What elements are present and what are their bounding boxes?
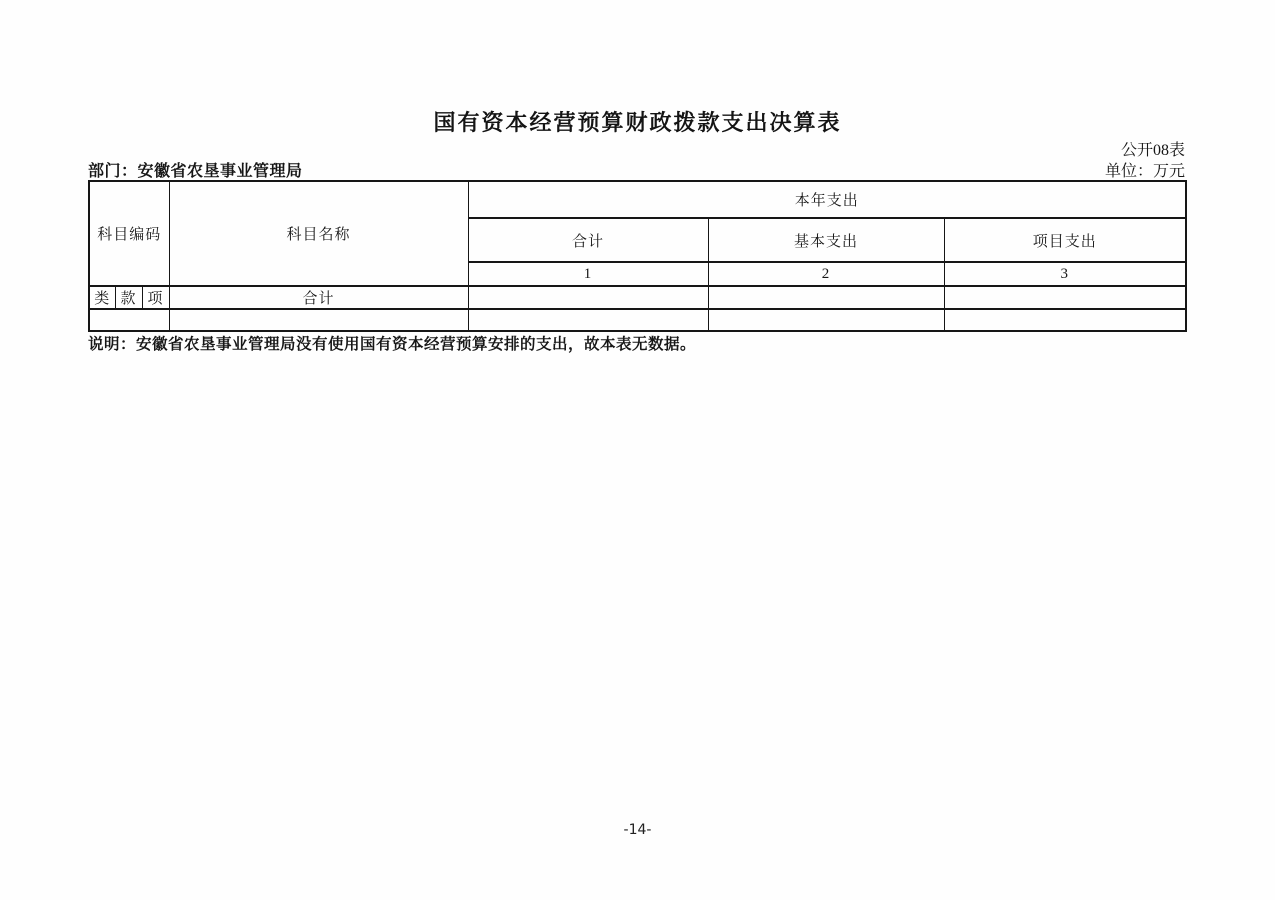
table-row-empty: [89, 309, 1186, 331]
department-line: [88, 158, 303, 181]
unit-line: [1105, 158, 1185, 181]
column-number-3: 3: [944, 262, 1186, 286]
page-title: 国有资本经营预算财政拨款支出决算表: [433, 111, 842, 136]
col-header-subject-name: 科目名称: [169, 181, 468, 286]
col-header-subject-code: 科目编码: [89, 181, 169, 286]
total-value-cell: [468, 286, 708, 309]
column-number-1: 1: [468, 262, 708, 286]
page-number: -14-: [623, 822, 652, 838]
header-row-1: [89, 181, 1186, 218]
code-class-cell: 款: [115, 286, 142, 309]
department-value: 安徽省农垦事业管理局: [137, 163, 303, 180]
col-header-basic-expenditure: 基本支出: [708, 218, 944, 262]
unit-value: 万元: [1152, 163, 1185, 180]
subject-name-cell: [169, 309, 468, 331]
project-value-cell: [944, 286, 1186, 309]
code-cell: [89, 309, 169, 331]
col-header-project-expenditure: 项目支出: [944, 218, 1186, 262]
meta-row: [88, 158, 1185, 181]
code-item-cell: 项: [142, 286, 169, 309]
basic-value-cell: [708, 309, 944, 331]
explanatory-note: 说明：安徽省农垦事业管理局没有使用国有资本经营预算安排的支出，故本表无数据。: [88, 336, 697, 353]
basic-value-cell: [708, 286, 944, 309]
table-number-label: 公开08表: [1120, 142, 1185, 159]
subject-name-cell: 合计: [169, 286, 468, 309]
expenditure-table: [88, 180, 1187, 332]
unit-label: 单位：: [1104, 163, 1153, 180]
col-header-current-year-expenditure: 本年支出: [468, 181, 1186, 218]
column-number-2: 2: [708, 262, 944, 286]
department-label: 部门：: [88, 163, 138, 180]
total-value-cell: [468, 309, 708, 331]
project-value-cell: [944, 309, 1186, 331]
col-header-total: 合计: [468, 218, 708, 262]
code-type-cell: 类: [89, 286, 115, 309]
table-row-total: [89, 286, 1186, 309]
